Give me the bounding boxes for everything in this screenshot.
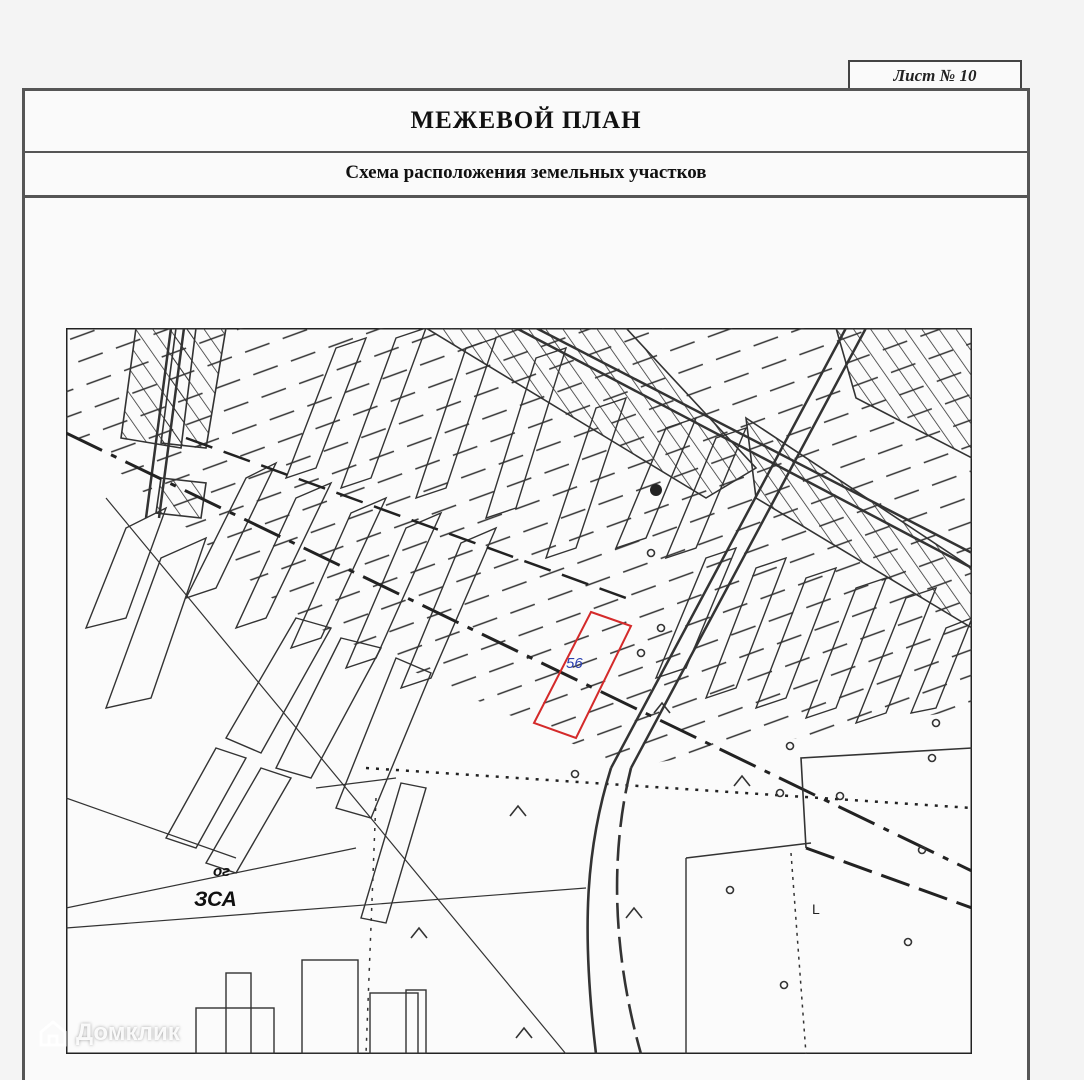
house-logo-icon xyxy=(38,1018,68,1048)
cadastral-map xyxy=(66,328,972,1054)
page-subtitle: Схема расположения земельных участков xyxy=(345,162,707,183)
sheet-number-label: Лист № 10 xyxy=(893,66,977,85)
page-title: МЕЖЕВОЙ ПЛАН xyxy=(410,107,642,134)
title-row xyxy=(25,91,1027,153)
parcel-number: 56 xyxy=(566,655,583,672)
side-mark: L xyxy=(812,901,820,917)
subtitle-row xyxy=(25,151,1027,198)
watermark-text: Домклик xyxy=(76,1019,180,1046)
zone-code: ЗСА xyxy=(194,888,237,911)
zone-prefix: ог xyxy=(213,863,231,880)
watermark xyxy=(38,1018,180,1048)
